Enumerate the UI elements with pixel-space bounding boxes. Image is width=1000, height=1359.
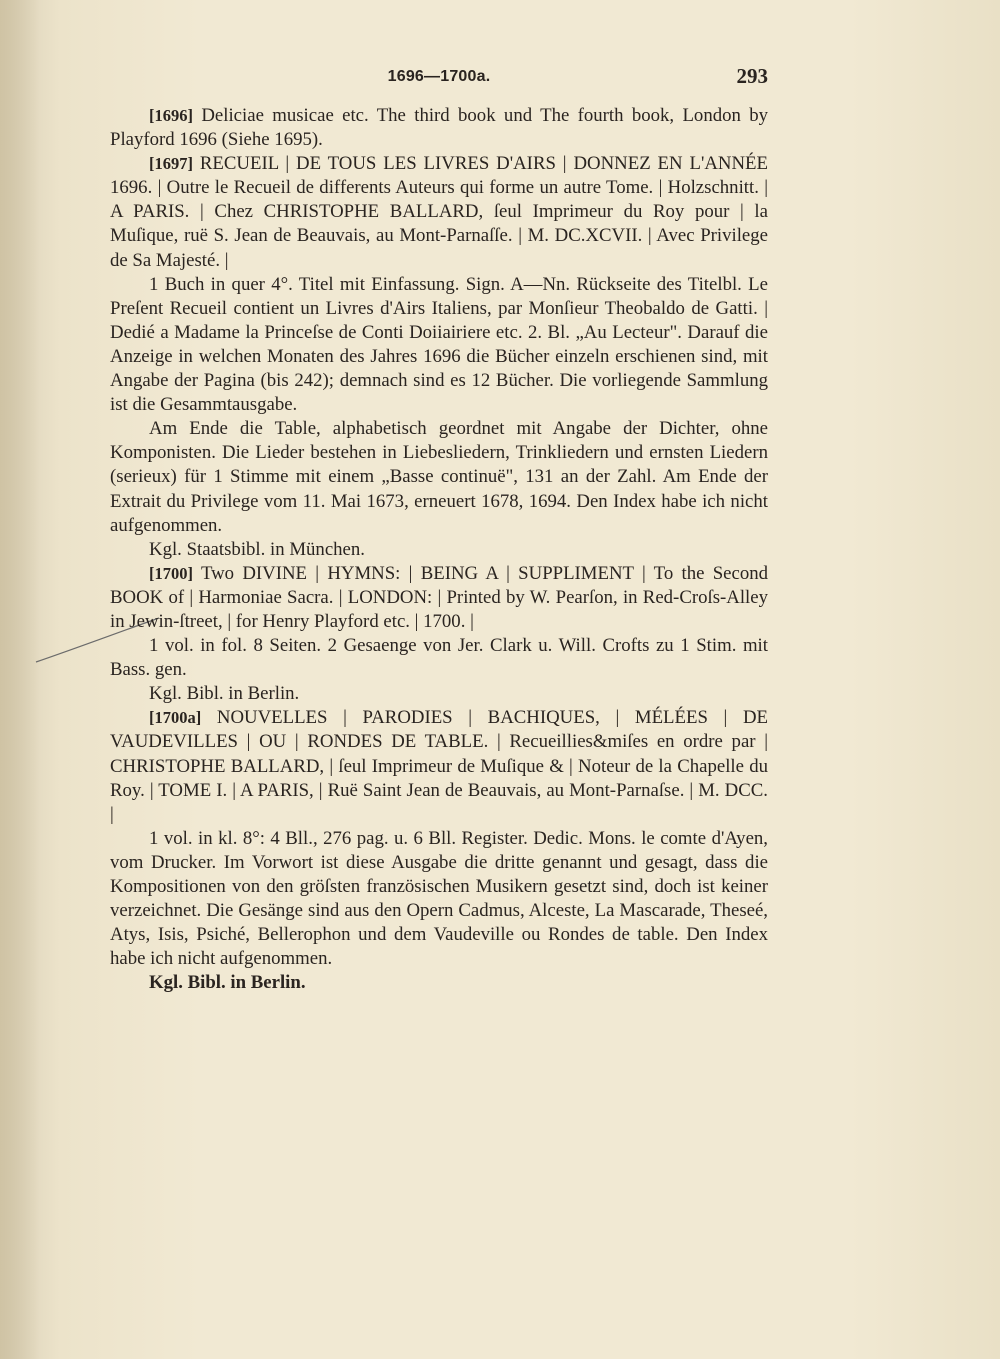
entry-title: Two DIVINE | HYMNS: | BEING A | SUPPLIMENT | To the Second BOOK of | Harmoniae Sacra. | LONDON: | Printed by W. Pearſon, in Red-Croſs-Alley in Jewin-ſtreet, | for Henry Playford etc. | 1700. | [110,562,769,632]
page-header [110,62,768,90]
library-location: Kgl. Bibl. in Berlin. [149,972,306,994]
entry-id: [1696] [149,106,193,125]
entry-1700 [110,562,768,634]
entry-id: [1700] [149,563,193,583]
entry-note: Am Ende die Table, alphabetisch geordnet mit Angabe der Dichter, ohne Komponisten. Die Lieder bestehen in Liebesliedern, Trinkliedern und ernsten Liedern (serieux) für 1 Stimme mit einem „Basse continuë", 131 an der Zahl. Am Ende der Extrait du Privilege vom 11. Mai 1673, erneuert 1678, 1694. Den Index habe ich nicht aufgenommen. [110,418,768,536]
entry-1697 [110,152,768,272]
entry-note: 1 Buch in quer 4°. Titel mit Einfassung. Sign. A—Nn. Rückseite des Titelbl. Le Preſent Recueil contient un Livres d'Airs Italiens, par Monſieur Theobaldo de Gatti. | Dedié a Madame la Princeſse de Conti Doiiairiere etc. 2. Bl. „Au Lecteur". Darauf die Anzeige in welchen Monaten des Jahres 1696 die Bücher einzeln erschienen sind, mit Angabe der Pagina (bis 242); demnach sind es 12 Bücher. Die vorliegende Sammlung ist die Gesammtausgabe. [110,273,768,416]
running-head: 1696—1700a. [387,68,491,85]
entry-description: Deliciae musicae etc. The third book und The fourth book, London by Playford 1696 (Siehe 1695). [110,105,768,151]
page-number: 293 [736,64,768,88]
entry-title: RECUEIL | DE TOUS LES LIVRES D'AIRS | DONNEZ EN L'ANNÉE 1696. | Outre le Recueil de differents Auteurs qui forme un autre Tome. | Holzschnitt. | A PARIS. | Chez CHRISTOPHE BALLARD, ſeul Imprimeur du Roy pour | la Muſique, ruë S. Jean de Beauvais, au Mont-Parnaſſe. | M. DC.XCVII. | Avec Privilege de Sa Majesté. | [110,153,768,271]
page-gutter-shadow [0,0,40,1359]
library-location: Kgl. Staatsbibl. in München. [149,538,365,560]
page-body [110,104,768,995]
entry-1696 [110,104,768,152]
entry-note: 1 vol. in kl. 8°: 4 Bll., 276 pag. u. 6 Bll. Register. Dedic. Mons. le comte d'Ayen, vom Drucker. Im Vorwort ist diese Ausgabe die dritte genannt und gesagt, dass die Kompositionen von den gröſsten französischen Musikern gesetzt sind, doch ist keiner verzeichnet. Die Gesänge sind aus den Opern Cadmus, Alceste, La Mascarade, Theseé, Atys, Isis, Psiché, Bellerophon und dem Vaudeville ou Rondes de table. Den Index habe ich nicht aufgenommen. [110,827,768,970]
entry-1700a [110,706,768,826]
library-location: Kgl. Bibl. in Berlin. [149,683,300,705]
entry-id: [1700a] [149,708,202,728]
entry-title: NOUVELLES | PARODIES | BACHIQUES, | MÉLÉES | DE VAUDEVILLES | OU | RONDES DE TABLE. | Recueillies&miſes en ordre par | CHRISTOPHE BALLARD, | ſeul Imprimeur de Muſique & | Noteur de la Chapelle du Roy. | TOME I. | A PARIS, | Ruë Saint Jean de Beauvais, au Mont-Parnaſse. | M. DCC. | [110,707,768,825]
entry-id: [1697] [149,154,193,174]
entry-note: 1 vol. in fol. 8 Seiten. 2 Gesaenge von Jer. Clark u. Will. Crofts zu 1 Stim. mit Bass. gen. [110,635,768,681]
